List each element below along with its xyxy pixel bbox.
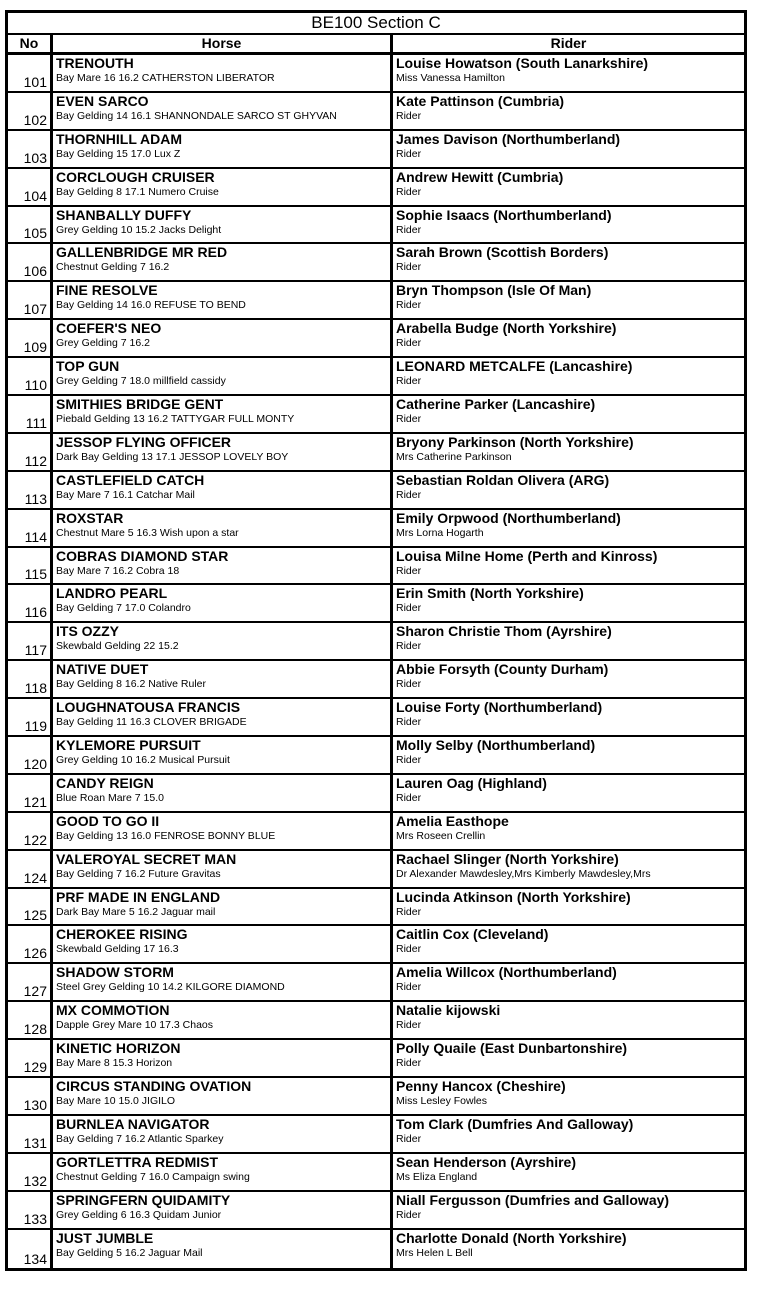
owner-name: Rider <box>396 1208 422 1221</box>
entry-number: 106 <box>23 263 47 280</box>
table-row <box>8 1078 744 1116</box>
horse-cell <box>53 1040 393 1076</box>
table-row <box>8 55 744 93</box>
table-row <box>8 1230 744 1268</box>
rider-cell <box>393 320 744 356</box>
rider-cell <box>393 396 744 432</box>
page-title: BE100 Section C <box>8 13 744 35</box>
horse-name: CORCLOUGH CRUISER <box>56 168 215 185</box>
horse-name: JESSOP FLYING OFFICER <box>56 433 232 450</box>
rider-cell <box>393 1002 744 1038</box>
rider-cell <box>393 358 744 394</box>
horse-cell <box>53 851 393 887</box>
rider-name: Emily Orpwood (Northumberland) <box>396 509 621 526</box>
entry-number-cell <box>8 55 53 91</box>
rider-name: Caitlin Cox (Cleveland) <box>396 926 549 943</box>
owner-name: Rider <box>396 1057 422 1070</box>
rider-name: Louisa Milne Home (Perth and Kinross) <box>396 547 658 564</box>
entry-number: 118 <box>24 680 47 697</box>
entry-number: 131 <box>23 1134 47 1151</box>
horse-name: SHADOW STORM <box>56 964 174 981</box>
owner-name: Miss Lesley Fowles <box>396 1095 488 1108</box>
table-body <box>8 55 744 1268</box>
horse-name: VALEROYAL SECRET MAN <box>56 850 237 867</box>
owner-name: Rider <box>396 791 422 804</box>
rider-cell <box>393 623 744 659</box>
entry-number-cell <box>8 964 53 1000</box>
horse-name: SPRINGFERN QUIDAMITY <box>56 1191 231 1208</box>
entry-number: 133 <box>23 1210 47 1227</box>
horse-name: KINETIC HORIZON <box>56 1040 181 1057</box>
table-row <box>8 244 744 282</box>
rider-cell <box>393 813 744 849</box>
horse-detail: Bay Mare 8 15.3 Horizon <box>56 1057 173 1070</box>
rider-cell <box>393 1192 744 1228</box>
rider-name: Molly Selby (Northumberland) <box>396 737 596 754</box>
horse-cell <box>53 55 393 91</box>
horse-name: TRENOUTH <box>56 55 134 71</box>
table-row <box>8 131 744 169</box>
horse-name: JUST JUMBLE <box>56 1229 154 1246</box>
horse-detail: Skewbald Gelding 22 15.2 <box>56 640 179 653</box>
entry-number-cell <box>8 926 53 962</box>
owner-name: Ms Eliza England <box>396 1170 478 1183</box>
horse-detail: Bay Gelding 7 17.0 Colandro <box>56 602 191 615</box>
rider-cell <box>393 510 744 546</box>
horse-cell <box>53 510 393 546</box>
rider-cell <box>393 207 744 243</box>
rider-name: Niall Fergusson (Dumfries and Galloway) <box>396 1191 670 1208</box>
entry-number-cell <box>8 775 53 811</box>
rider-cell <box>393 472 744 508</box>
owner-name: Mrs Roseen Crellin <box>396 829 486 842</box>
rider-name: Sarah Brown (Scottish Borders) <box>396 244 609 261</box>
horse-detail: Bay Gelding 7 16.2 Atlantic Sparkey <box>56 1132 224 1145</box>
rider-name: Sharon Christie Thom (Ayrshire) <box>396 623 612 640</box>
horse-name: SMITHIES BRIDGE GENT <box>56 396 224 413</box>
horse-detail: Dark Bay Mare 5 16.2 Jaguar mail <box>56 905 216 918</box>
entry-number: 134 <box>23 1250 47 1267</box>
horse-cell <box>53 964 393 1000</box>
owner-name: Mrs Catherine Parkinson <box>396 450 512 463</box>
horse-detail: Chestnut Gelding 7 16.0 Campaign swing <box>56 1170 250 1183</box>
owner-name: Rider <box>396 413 422 426</box>
table-header <box>8 35 744 55</box>
horse-cell <box>53 358 393 394</box>
owner-name: Rider <box>396 1019 422 1032</box>
table-row <box>8 1154 744 1192</box>
entry-number-cell <box>8 434 53 470</box>
horse-cell <box>53 93 393 129</box>
owner-name: Rider <box>396 488 422 501</box>
table-row <box>8 1116 744 1154</box>
horse-cell <box>53 548 393 584</box>
owner-name: Mrs Helen L Bell <box>396 1246 473 1259</box>
table-row <box>8 548 744 586</box>
owner-name: Rider <box>396 1132 422 1145</box>
horse-detail: Bay Gelding 8 16.2 Native Ruler <box>56 678 206 691</box>
horse-name: LANDRO PEARL <box>56 585 168 602</box>
entry-number-cell <box>8 851 53 887</box>
owner-name: Rider <box>396 185 422 198</box>
entry-number: 125 <box>23 907 47 924</box>
rider-name: Tom Clark (Dumfries And Galloway) <box>396 1115 634 1132</box>
rider-name: Amelia Easthope <box>396 812 509 829</box>
owner-name: Rider <box>396 981 422 994</box>
rider-name: Arabella Budge (North Yorkshire) <box>396 320 617 337</box>
entry-number-cell <box>8 1154 53 1190</box>
horse-cell <box>53 926 393 962</box>
horse-detail: Bay Gelding 14 16.0 REFUSE TO BEND <box>56 299 246 312</box>
horse-detail: Steel Grey Gelding 10 14.2 KILGORE DIAMOND <box>56 981 285 994</box>
horse-name: BURNLEA NAVIGATOR <box>56 1115 210 1132</box>
horse-cell <box>53 813 393 849</box>
horse-cell <box>53 1230 393 1268</box>
horse-cell <box>53 775 393 811</box>
rider-name: Sebastian Roldan Olivera (ARG) <box>396 471 610 488</box>
rider-cell <box>393 244 744 280</box>
entry-number: 116 <box>24 604 47 621</box>
horse-detail: Grey Gelding 7 18.0 millfield cassidy <box>56 375 226 388</box>
owner-name: Rider <box>396 905 422 918</box>
table-row <box>8 623 744 661</box>
table-row <box>8 585 744 623</box>
table-row <box>8 699 744 737</box>
horse-detail: Bay Gelding 5 16.2 Jaguar Mail <box>56 1246 203 1259</box>
table-row <box>8 737 744 775</box>
entry-number: 122 <box>23 831 47 848</box>
rider-cell <box>393 1154 744 1190</box>
horse-cell <box>53 889 393 925</box>
table-row <box>8 964 744 1002</box>
horse-detail: Grey Gelding 10 15.2 Jacks Delight <box>56 223 222 236</box>
horse-cell <box>53 282 393 318</box>
table-row <box>8 889 744 927</box>
horse-name: MX COMMOTION <box>56 1002 170 1019</box>
owner-name: Rider <box>396 299 422 312</box>
horse-cell <box>53 131 393 167</box>
table-row <box>8 813 744 851</box>
horse-detail: Blue Roan Mare 7 15.0 <box>56 791 164 804</box>
entry-number-cell <box>8 169 53 205</box>
entry-number-cell <box>8 1192 53 1228</box>
horse-cell <box>53 661 393 697</box>
entry-number-cell <box>8 358 53 394</box>
rider-cell <box>393 548 744 584</box>
entry-number-cell <box>8 207 53 243</box>
table-row <box>8 510 744 548</box>
horse-cell <box>53 207 393 243</box>
rider-cell <box>393 964 744 1000</box>
owner-name: Rider <box>396 678 422 691</box>
entry-number-cell <box>8 93 53 129</box>
horse-cell <box>53 244 393 280</box>
horse-name: NATIVE DUET <box>56 661 149 678</box>
horse-detail: Chestnut Mare 5 16.3 Wish upon a star <box>56 526 239 539</box>
rider-name: Sophie Isaacs (Northumberland) <box>396 206 612 223</box>
horse-cell <box>53 320 393 356</box>
rider-cell <box>393 55 744 91</box>
entry-number-cell <box>8 131 53 167</box>
entry-number: 107 <box>23 301 47 318</box>
rider-cell <box>393 775 744 811</box>
horse-cell <box>53 1116 393 1152</box>
horse-cell <box>53 1154 393 1190</box>
rider-name: Rachael Slinger (North Yorkshire) <box>396 850 619 867</box>
rider-cell <box>393 926 744 962</box>
rider-name: Penny Hancox (Cheshire) <box>396 1078 566 1095</box>
entry-number-cell <box>8 282 53 318</box>
table-row <box>8 472 744 510</box>
owner-name: Rider <box>396 337 422 350</box>
horse-cell <box>53 472 393 508</box>
rider-name: Polly Quaile (East Dunbartonshire) <box>396 1040 628 1057</box>
entry-number-cell <box>8 548 53 584</box>
entry-number: 105 <box>23 225 47 242</box>
rider-name: Louise Forty (Northumberland) <box>396 699 603 716</box>
horse-name: LOUGHNATOUSA FRANCIS <box>56 699 241 716</box>
rider-cell <box>393 93 744 129</box>
entry-number: 102 <box>23 111 47 128</box>
rider-name: Kate Pattinson (Cumbria) <box>396 92 565 109</box>
table-row <box>8 169 744 207</box>
table-row <box>8 926 744 964</box>
start-list-table <box>5 10 747 1271</box>
entry-number-cell <box>8 396 53 432</box>
table-row <box>8 396 744 434</box>
horse-detail: Grey Gelding 6 16.3 Quidam Junior <box>56 1208 222 1221</box>
table-row <box>8 93 744 131</box>
entry-number: 103 <box>23 149 47 166</box>
horse-detail: Bay Mare 10 15.0 JIGILO <box>56 1095 176 1108</box>
horse-name: GORTLETTRA REDMIST <box>56 1153 219 1170</box>
horse-name: ROXSTAR <box>56 509 124 526</box>
horse-name: CASTLEFIELD CATCH <box>56 471 205 488</box>
horse-cell <box>53 169 393 205</box>
owner-name: Dr Alexander Mawdesley,Mrs Kimberly Mawdesley,Mrs <box>396 867 651 880</box>
entry-number-cell <box>8 699 53 735</box>
entry-number-cell <box>8 623 53 659</box>
entry-number: 130 <box>23 1096 47 1113</box>
entry-number: 120 <box>23 755 47 772</box>
horse-name: COEFER'S NEO <box>56 320 162 337</box>
owner-name: Rider <box>396 602 422 615</box>
table-row <box>8 1040 744 1078</box>
rider-name: LEONARD METCALFE (Lancashire) <box>396 358 633 375</box>
owner-name: Rider <box>396 564 422 577</box>
entry-number: 104 <box>23 187 47 204</box>
horse-name: CHEROKEE RISING <box>56 926 188 943</box>
rider-cell <box>393 1116 744 1152</box>
rider-cell <box>393 434 744 470</box>
rider-name: Erin Smith (North Yorkshire) <box>396 585 584 602</box>
horse-name: GALLENBRIDGE MR RED <box>56 244 228 261</box>
rider-cell <box>393 1230 744 1268</box>
owner-name: Rider <box>396 754 422 767</box>
entry-number: 115 <box>24 566 47 583</box>
rider-name: Catherine Parker (Lancashire) <box>396 396 596 413</box>
table-row <box>8 320 744 358</box>
entry-number-cell <box>8 472 53 508</box>
horse-name: KYLEMORE PURSUIT <box>56 737 201 754</box>
horse-name: FINE RESOLVE <box>56 282 158 299</box>
owner-name: Rider <box>396 261 422 274</box>
owner-name: Rider <box>396 375 422 388</box>
horse-cell <box>53 737 393 773</box>
horse-cell <box>53 396 393 432</box>
rider-name: Lauren Oag (Highland) <box>396 774 547 791</box>
horse-detail: Piebald Gelding 13 16.2 TATTYGAR FULL MONTY <box>56 413 295 426</box>
entry-number-cell <box>8 244 53 280</box>
rider-name: Andrew Hewitt (Cumbria) <box>396 168 564 185</box>
entry-number: 112 <box>24 452 47 469</box>
owner-name: Rider <box>396 147 422 160</box>
table-row <box>8 1002 744 1040</box>
owner-name: Rider <box>396 943 422 956</box>
rider-cell <box>393 851 744 887</box>
owner-name: Rider <box>396 716 422 729</box>
entry-number-cell <box>8 1078 53 1114</box>
entry-number: 117 <box>24 642 47 659</box>
rider-cell <box>393 889 744 925</box>
rider-cell <box>393 169 744 205</box>
rider-name: Sean Henderson (Ayrshire) <box>396 1153 576 1170</box>
header-rider: Rider <box>550 35 587 51</box>
horse-detail: Bay Gelding 8 17.1 Numero Cruise <box>56 185 219 198</box>
horse-cell <box>53 699 393 735</box>
table-row <box>8 434 744 472</box>
entry-number: 124 <box>23 869 47 886</box>
entry-number: 128 <box>23 1021 47 1038</box>
rider-name: Louise Howatson (South Lanarkshire) <box>396 55 649 71</box>
horse-detail: Skewbald Gelding 17 16.3 <box>56 943 179 956</box>
entry-number: 111 <box>25 414 47 431</box>
entry-number-cell <box>8 1230 53 1268</box>
horse-detail: Grey Gelding 10 16.2 Musical Pursuit <box>56 754 230 767</box>
entry-number-cell <box>8 510 53 546</box>
horse-name: PRF MADE IN ENGLAND <box>56 888 221 905</box>
rider-cell <box>393 1078 744 1114</box>
horse-name: CANDY REIGN <box>56 774 154 791</box>
entry-number-cell <box>8 1116 53 1152</box>
horse-cell <box>53 434 393 470</box>
owner-name: Rider <box>396 223 422 236</box>
table-row <box>8 775 744 813</box>
horse-detail: Bay Gelding 14 16.1 SHANNONDALE SARCO ST GHYVAN <box>56 109 337 122</box>
owner-name: Rider <box>396 109 422 122</box>
table-row <box>8 282 744 320</box>
horse-detail: Grey Gelding 7 16.2 <box>56 337 150 350</box>
rider-name: Amelia Willcox (Northumberland) <box>396 964 617 981</box>
horse-detail: Dapple Grey Mare 10 17.3 Chaos <box>56 1019 214 1032</box>
horse-name: TOP GUN <box>56 358 120 375</box>
table-row <box>8 207 744 245</box>
entry-number: 113 <box>24 490 47 507</box>
horse-detail: Bay Gelding 15 17.0 Lux Z <box>56 147 181 160</box>
horse-name: GOOD TO GO II <box>56 812 160 829</box>
rider-cell <box>393 699 744 735</box>
entry-number-cell <box>8 585 53 621</box>
entry-number: 109 <box>23 339 47 356</box>
entry-number-cell <box>8 661 53 697</box>
rider-name: Charlotte Donald (North Yorkshire) <box>396 1229 627 1246</box>
rider-cell <box>393 1040 744 1076</box>
rider-cell <box>393 131 744 167</box>
entry-number: 129 <box>23 1059 47 1076</box>
horse-cell <box>53 585 393 621</box>
rider-name: Bryony Parkinson (North Yorkshire) <box>396 433 634 450</box>
rider-name: James Davison (Northumberland) <box>396 130 621 147</box>
entry-number: 121 <box>23 793 47 810</box>
owner-name: Mrs Lorna Hogarth <box>396 526 484 539</box>
entry-number: 114 <box>24 528 47 545</box>
owner-name: Rider <box>396 640 422 653</box>
entry-number-cell <box>8 1002 53 1038</box>
entry-number: 132 <box>23 1172 47 1189</box>
horse-detail: Chestnut Gelding 7 16.2 <box>56 261 170 274</box>
header-horse: Horse <box>53 35 393 52</box>
table-row <box>8 358 744 396</box>
horse-detail: Bay Mare 7 16.2 Cobra 18 <box>56 564 180 577</box>
rider-name: Natalie kijowski <box>396 1002 501 1019</box>
entry-number: 119 <box>24 718 47 735</box>
rider-cell <box>393 585 744 621</box>
rider-name: Lucinda Atkinson (North Yorkshire) <box>396 888 631 905</box>
horse-detail: Bay Mare 7 16.1 Catchar Mail <box>56 488 195 501</box>
entry-number: 101 <box>23 73 47 90</box>
table-row <box>8 851 744 889</box>
horse-detail: Bay Gelding 13 16.0 FENROSE BONNY BLUE <box>56 829 276 842</box>
horse-cell <box>53 1002 393 1038</box>
horse-name: SHANBALLY DUFFY <box>56 206 192 223</box>
rider-name: Bryn Thompson (Isle Of Man) <box>396 282 592 299</box>
entry-number: 127 <box>23 983 47 1000</box>
horse-detail: Dark Bay Gelding 13 17.1 JESSOP LOVELY BOY <box>56 450 289 463</box>
rider-cell <box>393 661 744 697</box>
horse-cell <box>53 1078 393 1114</box>
entry-number-cell <box>8 320 53 356</box>
entry-number-cell <box>8 1040 53 1076</box>
rider-cell <box>393 737 744 773</box>
header-no: No <box>8 35 53 52</box>
table-row <box>8 1192 744 1230</box>
horse-cell <box>53 1192 393 1228</box>
table-row <box>8 661 744 699</box>
horse-detail: Bay Gelding 7 16.2 Future Gravitas <box>56 867 221 880</box>
entry-number-cell <box>8 813 53 849</box>
horse-detail: Bay Gelding 11 16.3 CLOVER BRIGADE <box>56 716 247 729</box>
entry-number-cell <box>8 737 53 773</box>
entry-number: 110 <box>24 377 47 394</box>
entry-number: 126 <box>23 945 47 962</box>
horse-name: CIRCUS STANDING OVATION <box>56 1078 252 1095</box>
owner-name: Miss Vanessa Hamilton <box>396 72 505 84</box>
horse-detail: Bay Mare 16 16.2 CATHERSTON LIBERATOR <box>56 72 275 84</box>
horse-name: COBRAS DIAMOND STAR <box>56 547 229 564</box>
horse-name: THORNHILL ADAM <box>56 130 182 147</box>
horse-name: EVEN SARCO <box>56 92 149 109</box>
rider-cell <box>393 282 744 318</box>
rider-name: Abbie Forsyth (County Durham) <box>396 661 609 678</box>
horse-cell <box>53 623 393 659</box>
horse-name: ITS OZZY <box>56 623 119 640</box>
entry-number-cell <box>8 889 53 925</box>
